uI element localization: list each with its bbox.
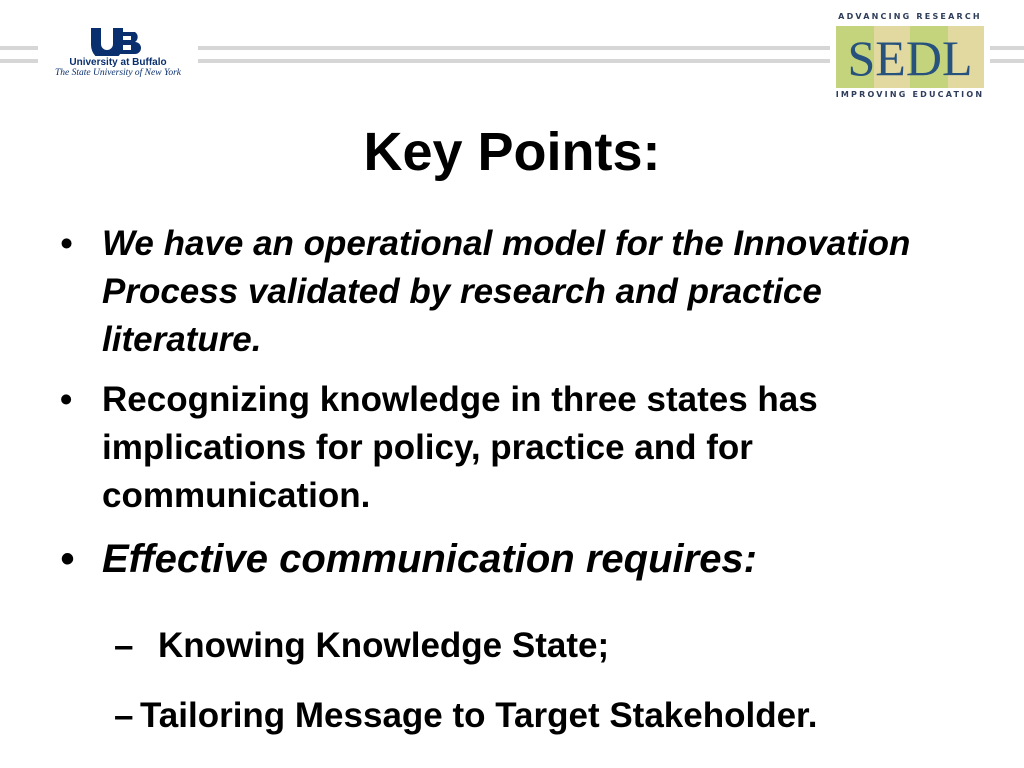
- sub-bullet-tailoring-message: [114, 692, 817, 740]
- svg-text:SEDL: SEDL: [847, 30, 973, 86]
- slide-title: Key Points:: [363, 122, 661, 182]
- sedl-tagline-top: ADVANCING RESEARCH: [838, 12, 982, 21]
- dash-icon: –: [114, 626, 134, 665]
- sedl-wordmark-icon: [836, 26, 984, 88]
- university-at-buffalo-logo: [38, 18, 198, 88]
- ub-name: University at Buffalo: [69, 57, 167, 68]
- bullet-dot-icon: •: [60, 537, 75, 581]
- sub-bullet-text: Tailoring Message to Target Stakeholder.: [140, 696, 818, 735]
- sedl-logo: [830, 6, 990, 106]
- bullet-dot-icon: •: [60, 224, 73, 263]
- dash-icon: –: [114, 696, 134, 735]
- bullet-effective-communication: [56, 532, 956, 586]
- bullet-text: Recognizing knowledge in three states has implications for policy, practice and for communication.: [102, 380, 818, 515]
- ub-subtitle: The State University of New York: [54, 68, 182, 78]
- sub-bullet-knowing-state: [114, 622, 609, 670]
- sub-bullet-text: Knowing Knowledge State;: [158, 626, 610, 665]
- bullet-list: [56, 220, 956, 586]
- bullet-text: Effective communication requires:: [102, 537, 757, 581]
- bullet-knowledge-states: [56, 376, 956, 520]
- ub-monogram-icon: [89, 26, 147, 56]
- bullet-operational-model: [56, 220, 956, 364]
- bullet-text: We have an operational model for the Innovation Process validated by research and practice literature.: [102, 224, 911, 359]
- sedl-tagline-bottom: IMPROVING EDUCATION: [835, 90, 985, 99]
- bullet-dot-icon: •: [60, 380, 73, 419]
